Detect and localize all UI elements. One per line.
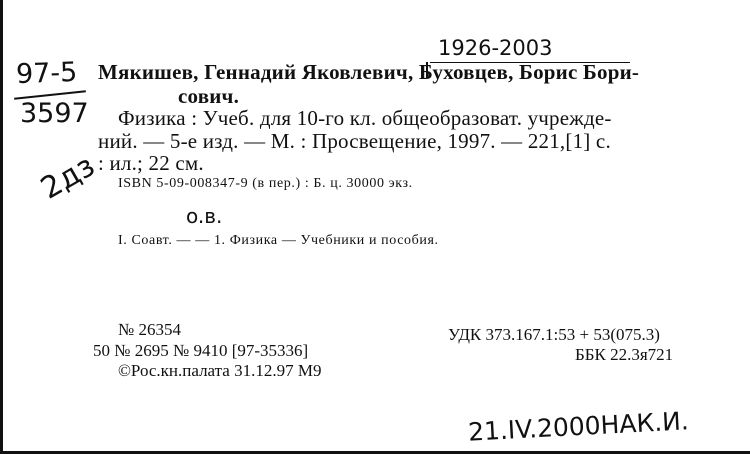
handwritten-years: 1926-2003 bbox=[438, 36, 553, 60]
handwritten-side-mark: 2дз bbox=[34, 148, 101, 207]
tracing-line: I. Соавт. — — 1. Физика — Учебники и пособия. bbox=[118, 233, 439, 248]
udk-code: УДК 373.167.1:53 + 53(075.3) bbox=[448, 325, 660, 344]
handwritten-call-number-bottom: 3597 bbox=[20, 98, 89, 129]
description-line-1: Физика : Учеб. для 10-го кл. общеобразоват. учрежде- bbox=[118, 106, 612, 130]
handwritten-date-note: 21.IV.2000НАК.И. bbox=[467, 406, 690, 447]
bbk-code: ББК 22.3я721 bbox=[575, 345, 674, 364]
isbn-line: ISBN 5-09-008347-9 (в пер.) : Б. ц. 30000 экз. bbox=[118, 176, 413, 191]
heading-line-2: сович. bbox=[178, 84, 240, 108]
description-line-2: ний. — 5-е изд. — М. : Просвещение, 1997. — 221,[1] с. bbox=[98, 129, 611, 153]
book-chamber-stamp: ©Рос.кн.палата 31.12.97 M9 bbox=[118, 361, 322, 380]
handwritten-call-number-top: 97-5 bbox=[15, 56, 78, 91]
registration-numbers: 50 № 2695 № 9410 [97-35336] bbox=[93, 341, 309, 360]
card-left-border bbox=[0, 0, 3, 454]
record-number: № 26354 bbox=[118, 320, 181, 339]
heading-line-1: Мякишев, Геннадий Яковлевич, Буховцев, Борис Бори- bbox=[98, 60, 640, 84]
description-line-3: : ил.; 22 см. bbox=[98, 151, 204, 175]
handwritten-mid-mark: o.в. bbox=[186, 204, 223, 228]
